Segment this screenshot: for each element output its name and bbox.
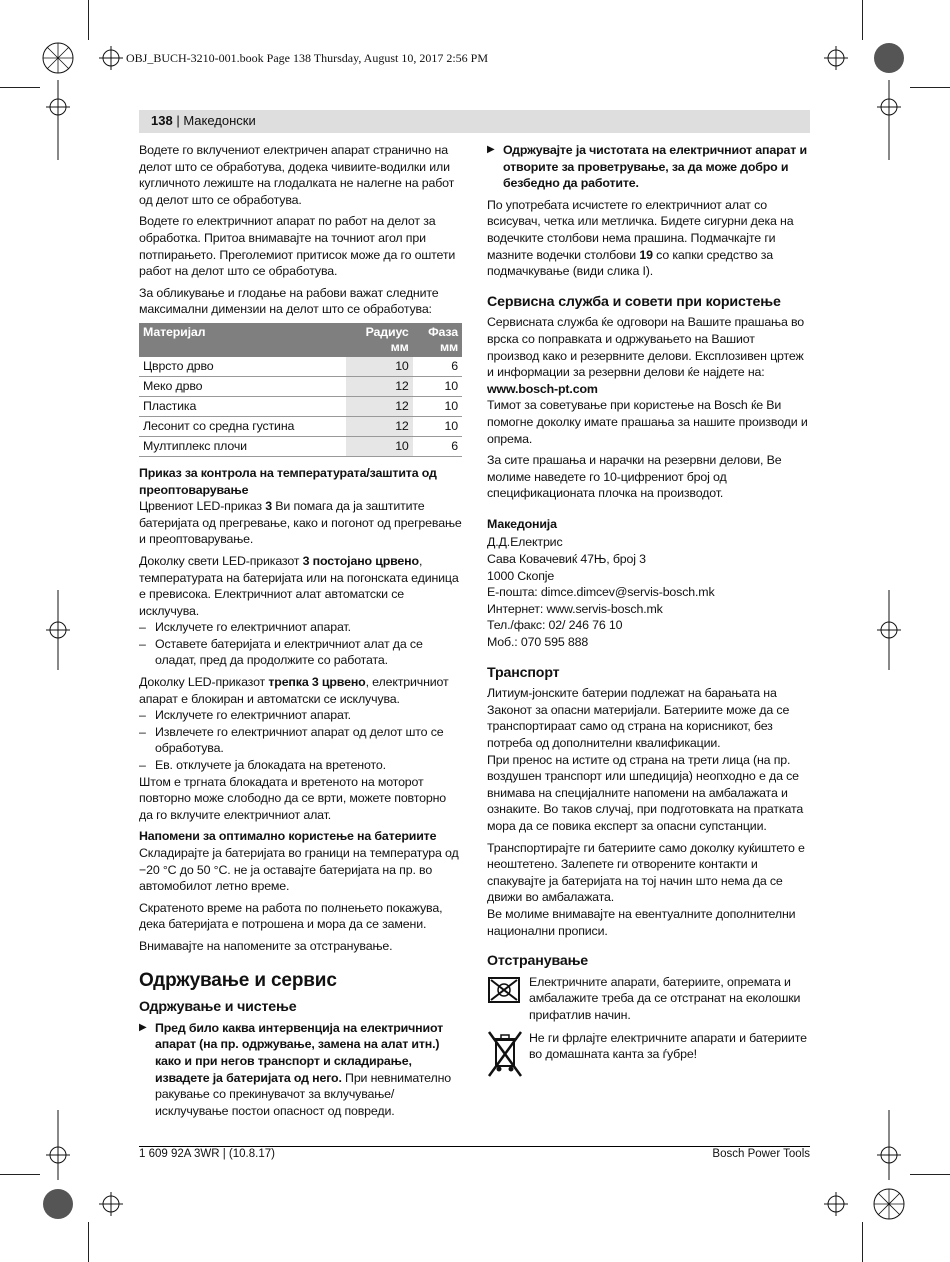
paragraph: Литиум-јонските батерии подлежат на барањата на Законот за опасни материјали. Батериите може да се транспортираат само од страна на корисникот, без потреба од дополнителни квалификации. xyxy=(487,686,790,750)
chapter-heading: Одржување и сервис xyxy=(139,969,337,991)
footer-brand: Bosch Power Tools xyxy=(712,1148,810,1160)
list-item: – Исклучете го електричниот апарат. xyxy=(139,708,351,723)
disposal-item xyxy=(487,1030,810,1083)
address-line: Тел./факс: 02/ 246 76 10 xyxy=(487,618,623,633)
paragraph: Штом е тргната блокадата и вретеното на моторот повторно може слободно да се врти, можете повторно да го вклучите електричниот алат. xyxy=(139,774,447,822)
right-column xyxy=(487,142,810,1088)
table-row: Лесонит со средна густина 12 10 xyxy=(139,416,462,436)
left-column xyxy=(139,142,462,1119)
paragraph: Водете го електричниот апарат по работ на делот за обработка. Притоа внимавајте на точниот агол при потпирањето. Преголемиот притисок може да го оштети работ на делот што се обработува. xyxy=(139,214,456,279)
section-heading: Приказ за контрола на температурата/заштита од преоптоварување xyxy=(139,465,437,497)
table-row: Мултиплекс плочи 10 6 xyxy=(139,436,462,456)
page-number: 138 xyxy=(151,113,173,128)
address-line: Д.Д.Електрис xyxy=(487,535,563,550)
section-heading: Сервисна служба и совети при користење xyxy=(487,293,781,310)
recycle-packaging-icon xyxy=(487,974,529,1011)
country-heading: Македонија xyxy=(487,516,557,531)
service-url: www.bosch-pt.com xyxy=(487,381,598,396)
address-line: Сава Ковачевиќ 47Њ, број 3 xyxy=(487,552,646,567)
address-line: Моб.: 070 595 888 xyxy=(487,635,589,650)
safety-note: ▶ Одржувајте ја чистотата на електричниот апарат и отворите за проветрување, за да може добро и безбедно да работите. xyxy=(487,143,807,191)
paragraph: Тимот за советување при користење на Bosch ќе Ви помогне доколку имате прашања за нашите производи и опрема. xyxy=(487,398,808,446)
paragraph: Транспортирајте ги батериите само доколку куќиштето е неоштетено. Залепете ги отворените контакти и спакувајте ја батеријата на тој начин што нема да се движи во амбалажата. xyxy=(487,840,805,905)
section-heading: Одржување и чистење xyxy=(139,999,297,1016)
disposal-item xyxy=(487,974,810,1024)
paragraph: Складирајте ја батеријата во граници на температура од −20 °C до 50 °C. не ја оставајте батеријата на пр. во автомобилот летно време. xyxy=(139,846,459,894)
footer-doc-number: 1 609 92A 3WR | (10.8.17) xyxy=(139,1148,275,1160)
page-language: Македонски xyxy=(183,113,256,128)
section-heading: Отстранување xyxy=(487,953,589,970)
safety-note: ▶ Пред било каква интервенција на електричниот апарат (на пр. одржување, замена на алат итн.) како и при негов транспорт и складирање, извадете ја батеријата од него. При невнимателно ракување со прекинувачот за вклучување/исклучување постои опасност од повреди. xyxy=(139,1020,452,1118)
paragraph: Доколку LED-приказот трепка 3 црвено, електричниот апарат е блокиран и автоматски се исклучува. xyxy=(139,675,449,706)
address-line: 1000 Скопје xyxy=(487,568,555,583)
paragraph: Водете го вклучениот електричен апарат странично на делот што се обработува, додека чивиите-водилки или кугличното лежиште на глодалката не налегне на работ од делот што се обработува. xyxy=(139,143,455,207)
paragraph: Доколку свети LED-приказот 3 постојано црвено, температурата на батеријата или на погонската единица е превисока. Електричниот алат автоматски се исклучува. xyxy=(139,553,459,618)
table-row: Пластика 12 10 xyxy=(139,396,462,416)
triangle-right-icon: ▶ xyxy=(139,1021,147,1033)
table-row: Меко дрво 12 10 xyxy=(139,376,462,396)
paragraph: За сите прашања и нарачки на резервни делови, Ве молиме наведете го 10-цифрениот број од спецификационата плочка на производот. xyxy=(487,453,782,501)
col-header-radius: Радиус мм xyxy=(346,323,412,357)
footer-divider xyxy=(139,1146,810,1147)
paragraph: При пренос на истите од страна на трети лица (на пр. воздушен транспорт или шпедиција) неопходно е да се внимава на специјалните напомени на амбалажата и ознаките. Во таков случај, при подготовката на пратката мора да се повика експерт за опасни супстанции. xyxy=(487,752,804,833)
table-header-row xyxy=(139,323,462,357)
table-row: Цврсто дрво 10 6 xyxy=(139,357,462,377)
paragraph: По употребата исчистете го електричниот алат со всисувач, четка или метличка. Бидете сигурни дека на водечките столбови нема прашина. Подмачкајте ги мазните водечки столбови 19 со капки средство за подмачкување (види слика I). xyxy=(487,197,794,279)
list-item: – Ев. отклучете ја блокадата на вретеното. xyxy=(139,758,386,773)
dimensions-table xyxy=(139,323,462,457)
print-slug: OBJ_BUCH-3210-001.book Page 138 Thursday, August 10, 2017 2:56 PM xyxy=(126,51,489,65)
col-header-phase: Фаза мм xyxy=(413,323,462,357)
address-line: Интернет: www.servis-bosch.mk xyxy=(487,601,663,616)
paragraph: Скратеното време на работа по полнењето покажува, дека батеријата е потрошена и мора да се замени. xyxy=(139,900,443,932)
list-item: – Исклучете го електричниот апарат. xyxy=(139,620,351,635)
paragraph: Црвениот LED-приказ 3 Ви помага да ја заштитите батеријата од прегревање, како и погонот од прегревање и преоптоварување. xyxy=(139,499,462,547)
section-heading: Транспорт xyxy=(487,664,560,681)
paragraph: Сервисната служба ќе одговори на Вашите прашања во врска со поправката и одржувањето на Вашиот производ како и резервните делови. Експлозивен цртеж и информации за резервни делови ќе најдете на: xyxy=(487,315,805,380)
page-header: 138 | Македонски xyxy=(139,110,810,133)
paragraph: Ве молиме внимавајте на евентуалните дополнителни национални прописи. xyxy=(487,906,796,938)
col-header-material: Материјал xyxy=(139,323,346,357)
section-heading: Напомени за оптимално користење на батериите xyxy=(139,829,437,844)
list-item: – Извлечете го електричниот апарат од делот што се обработува. xyxy=(139,724,444,756)
paragraph: За обликување и глодање на рабови важат следните максимални димензии на делот што се обработува: xyxy=(139,285,439,317)
crossed-bin-icon xyxy=(487,1030,529,1083)
paragraph: Внимавајте на напомените за отстранување. xyxy=(139,938,393,953)
address-line: E-пошта: dimce.dimcev@servis-bosch.mk xyxy=(487,585,715,600)
triangle-right-icon: ▶ xyxy=(487,144,495,155)
list-item: – Оставете батеријата и електричниот алат да се оладат, пред да продолжите со работата. xyxy=(139,636,423,668)
disposal-text: Не ги фрлајте електричните апарати и батериите во домашната канта за ѓубре! xyxy=(529,1030,807,1062)
disposal-text: Електричните апарати, батериите, опремата и амбалажите треба да се отстранат на еколошки прифатлив начин. xyxy=(529,974,801,1022)
